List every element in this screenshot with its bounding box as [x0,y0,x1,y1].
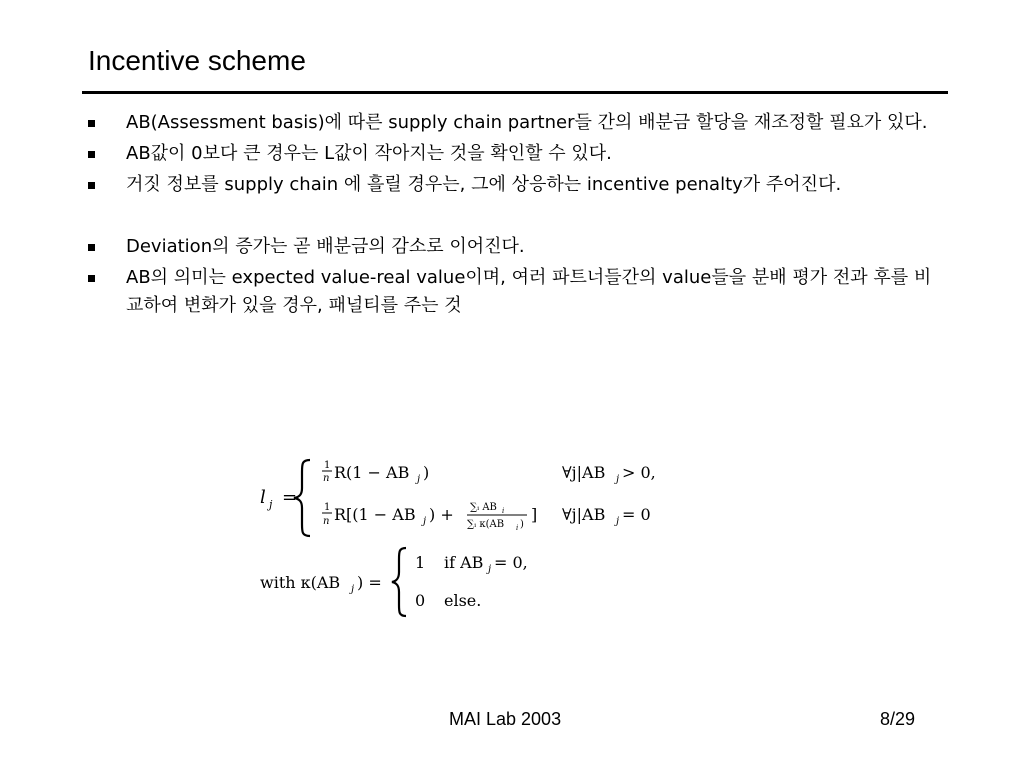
case1-condition-sub: j [616,474,620,485]
bullet-text: AB(Assessment basis)에 따른 supply chain partner들 간의 배분금 할당을 재조정할 필요가 있다. [126,112,928,133]
square-bullet-icon [88,120,95,127]
left-brace-icon [294,460,310,536]
footer-lab-name: MAI Lab 2003 [449,709,562,729]
title-divider [82,91,948,94]
kappa-case2-value: 0 [415,591,426,610]
footer-page-number: 8/29 [880,709,916,729]
kappa-case2-condition: else. [444,591,482,610]
case2-condition-end: = 0 [622,505,651,524]
case2-inner-den-end: ) [520,519,524,530]
case1-condition-end: > 0, [622,463,656,482]
square-bullet-icon [88,151,95,158]
case1-expression-sub: j [417,474,421,485]
case1-frac-den: n [323,473,330,484]
bullet-text: Deviation의 증가는 곧 배분금의 감소로 이어진다. [126,236,525,257]
kappa-case1-condition-end: = 0, [494,553,528,572]
case1-condition: ∀j|AB [562,463,606,482]
bullet-text: 거짓 정보를 supply chain 에 흘릴 경우는, 그에 상응하는 incentive penalty가 주어진다. [126,174,842,195]
square-bullet-icon [88,275,95,282]
case2-inner-den-sub: i [516,524,519,532]
case2-condition-sub: j [616,516,620,527]
bullet-text: AB값이 0보다 큰 경우는 L값이 작아지는 것을 확인할 수 있다. [126,143,612,164]
case2-expression: R[(1 − AB [334,505,416,524]
case2-condition: ∀j|AB [562,505,606,524]
case1-expression-end: ) [423,463,430,482]
kappa-definition-end: ) = [357,573,382,592]
bullet-text: AB의 의미는 expected value-real value이며, 여러 파트너들간의 value들을 분배 평가 전과 후를 비교하여 변화가 있을 경우, 패널티를 주는 것 [126,267,932,316]
case2-expression-sub: j [423,516,427,527]
formula-lhs: l [260,487,266,508]
case1-expression: R(1 − AB [334,463,410,482]
square-bullet-icon [88,244,95,251]
case2-inner-num-sub: i [502,507,505,515]
bullet-item [86,171,936,199]
case2-expression-mid: ) + [429,505,454,524]
case1-frac-num: 1 [324,460,331,471]
square-bullet-icon [88,182,95,189]
kappa-case1-condition-sub: j [488,564,492,575]
kappa-case1-value: 1 [415,553,426,572]
case2-inner-den: ∑ᵢ κ(AB [467,519,505,530]
case2-frac-num: 1 [324,502,331,513]
kappa-definition-sub: j [351,584,355,595]
bullet-list [86,109,936,323]
kappa-definition: with κ(AB [260,573,341,592]
kappa-case1-condition: if AB [444,553,484,572]
case2-inner-num: ∑ᵢ AB [470,502,497,513]
bullet-item [86,109,936,137]
formula-lhs-sub: j [269,498,273,511]
bullet-item [86,233,936,261]
slide-title: Incentive scheme [88,45,306,76]
left-brace-icon [392,548,406,616]
incentive-formula [252,448,682,623]
bullet-item [86,140,936,168]
bullet-item [86,264,936,320]
formula-equals: = [282,487,298,508]
formula-graphic [252,448,682,623]
case2-frac-den: n [323,516,330,527]
case2-expression-end: ] [531,505,538,524]
